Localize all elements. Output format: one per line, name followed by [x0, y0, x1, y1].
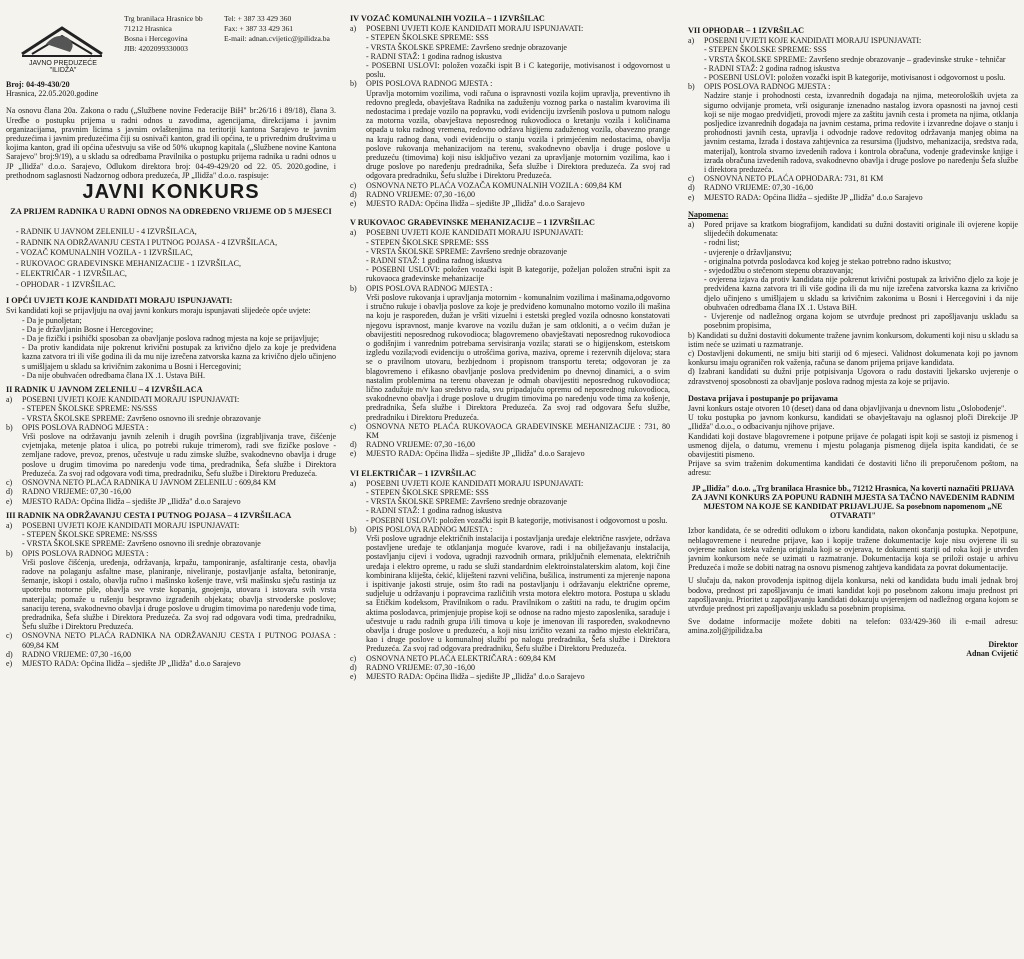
contact-line: Fax: + 387 33 429 361 — [224, 24, 294, 33]
list-item: - RADNIK NA ODRŽAVANJU CESTA I PUTNOG POJASA - 4 IZVRŠILACA, — [16, 237, 278, 247]
salary: OSNOVNA NETO PLAĆA RADNIKA NA ODRŽAVANJU CESTA I PUTNOG POJASA : 609,84 KM — [22, 631, 336, 650]
list-item: - RADNIK U JAVNOM ZELENILU - 4 IZVRŠILACA, — [16, 227, 197, 237]
signature-name: Adnan Cvijetić — [966, 648, 1018, 658]
work-location: MJESTO RADA: Općina Ilidža – sjedište JP „Ilidža" d.o.o Sarajevo — [22, 496, 241, 506]
working-hours: RADNO VRIJEME: 07,30 -16,00 — [22, 649, 131, 659]
special-conditions-label: POSEBNI UVJETI KOJE KANDIDATI MORAJU ISPUNJAVATI: — [22, 395, 240, 405]
logo-label: JAVNO PREDUZEĆE "ILIDŽA" — [29, 60, 97, 74]
condition-item: - VRSTA ŠKOLSKE SPREME: Završeno osnovno ili srednje obrazovanje — [22, 539, 261, 549]
list-item: - Da je punoljetan; — [22, 315, 82, 325]
document-date: Hrasnica, 22.05.2020.godine — [6, 89, 99, 99]
item-label: a) — [688, 220, 695, 230]
column-middle — [350, 14, 670, 681]
section-elektricar: VI ELEKTRIČAR – 1 IZVRŠILAC a) POSEBNI UVJETI KOJE KANDIDATI MORAJU ISPUNJAVATI: - STEPEN ŠKOLSKE SPREME: SSS - VRSTA ŠKOLSKE SPREME: Završeno srednje obrazovanje - RADNI STAŽ: 1 godina radnog iskustva - POSEBNI USLOVI: položen vozački ispit B kategorije, motivisanost i odgovornost u poslu. b) OPIS POSLOVA RADNOG MJESTA : Vrši poslove ugradnje električnih instalacija i postavljanja uređaje električne rasvjete, održava postavljene uređaje te otklanjanja moguće kvarove, radi i na obilježavanju instalacija, postavljanju cijevi i vodova, ugradnji razvodnih ormara, priključnih elemenata, električnih uređaja i elektro opreme, u radu se služi standardnim elektroinstalaterskim alatom, koji čine kombinirana kliješta, ćekić, kliješteni razvni veličina, bušilica, instrumenti za mjerenje napona i ispitivanje jakosti struje, osim što radi na postavljanju i održavanju električne opreme, sudjeluje u održavanju i popravcima različitih vrsta motora elektro motora. Postupa u skladu sa Etičkim kodeksom, Pravilnikom o radu. Pravilnikom o zaštiti na radu, te drugim općim aktima poslodavca, primjenjuje propise koji se odnose na radno mjesto zaposlenika, saraduje i učestvuje u radu radnih grupa i/ili timova u koje je imenovan ili raspoređen, svakodnevno obavlja i druge poslove u preduzeću, a koji nisu izričito vezani za radno mjesto električara, kao i druge poslove u komunalnoj službi po nalogu predradnika, Šefa službe i Direktora Preduzeća. Za svoj rad odgovara predradniku, Šefu službe i Direktoru Preduzeća. c) OSNOVNA NETO PLAĆA ELEKTRIČARA : 609,84 KM d) RADNO VRIJEME: 07,30 -16,00 e) MJESTO RADA: Općina Ilidža – sjedište JP „Ilidža" d.o.o Sarajevo — [350, 468, 670, 682]
condition-item: - VRSTA ŠKOLSKE SPREME: Završeno srednje obrazovanje — [366, 497, 567, 507]
paragraph: U slučaju da, nakon provođenja ispitnog dijela konkursa, neki od kandidata budu imali jednak broj bodova, prednost pri zapošljavanju će imati kandidat koji po posebnom zakonu imaju prednost pri zapošljavanju. Prioritet u zapošljavanju kandidati dokazuju uvjerenjem od nadležnog organa kojom se utvrđuje prednost pri zapošljavanju usklađu sa posebnim propisima. — [688, 576, 1018, 613]
note-item: c) Dostavljeni dokumenti, ne smiju biti stariji od 6 mjeseci. Validnost dokumenata koji po javnom konkursu imaju ograničen rok važenja, računa se danom prijema prijave kandidata. — [688, 348, 1018, 368]
paragraph: Prijave sa svim traženim dokumentima kandidati će dostaviti lično ili preporučenom poštom, na adresu: — [688, 459, 1018, 478]
column-right — [688, 26, 1018, 658]
notes-heading: Napomena: — [688, 209, 729, 219]
job-description-label: OPIS POSLOVA RADNOG MJESTA : — [366, 524, 493, 534]
submission-heading: Dostava prijava i postupanje po prijavama — [688, 393, 838, 403]
section-radnik-zelenilo: II RADNIK U JAVNOM ZELENILU – 4 IZVRŠILACA a) POSEBNI UVJETI KOJE KANDIDATI MORAJU ISPUNJAVATI: - STEPEN ŠKOLSKE SPREME: NS/SSS - VRSTA ŠKOLSKE SPREME: Završeno osnovno ili srednje obrazovanje b) OPIS POSLOVA RADNOG MJESTA : Vrši poslove na održavanju javnih zelenih i drugih površina (izgrabljivanja trave, čišćenje cvjetnjaka, metenje platoa i ulica, po potrebi rukuje trimerom), radi sve fizičke poslove - zemljane radove, prevoz, prenos, učestvuje u radu zimske službe, svakodnevno obavlja i druge poslove u drugim timovima po naredenju vođe tima, predradnika, Šefa službe i Direktora Preduzeća. Za svoj rad odgovara vođi tima, predradniku, Šefu službe i Direktoru Preduzeća. c) OSNOVNA NETO PLAĆA RADNIKA U JAVNOM ZELENILU : 609,84 KM d) RADNO VRIJEME: 07,30 -16,00 e) MJESTO RADA: Općina Ilidža – sjedište JP „Ilidža" d.o.o Sarajevo — [6, 385, 336, 506]
signature-title: Direktor — [988, 639, 1018, 649]
condition-item: - STEPEN ŠKOLSKE SPREME: NS/SSS — [22, 530, 158, 540]
document-item: - rodni list; — [704, 238, 740, 248]
salary: OSNOVNA NETO PLAĆA ELEKTRIČARA : 609,84 KM — [366, 653, 556, 663]
job-description: Vrši poslove rukovanja i upravljanja motornim - komunalnim vozilima i mašinama,odgovorno i stručno rukuje i obavlja poslove za koje je predviđeno komunalno motorno vozilo ili mašina na koju je raspoređen, dužan je vršiti vizuelni i estetski pregled vozila odnosno konstatovati njegovu ispravnost, manje kvarove na vozilu dužan je sam otkloniti, a o većim dužan je obavijestiti neposrednog rukovodioca; blagovremeno obavještavati neposrednog rukovodioca o godišnjim i vanrednim potrebama servisiranja vozila; starati se o higijenskom, estetskom izgledu vozila;vodi evidenciju o utrošćima goriva, maziva, opreme i rezervnih dijelova; stara se o pravilnom utovaru, bezbjednom i propisnom transportu tereta; odgovoran je za blagovremeno i efikasno obavljanje poslova predviđenim po dnevnoj dinamici, a o svim nastalim problemima na terenu obavezan je odmah obavijestiti neposrednog rukovodioca; lično zadužuje m/v kao sredstvo rada, svu pripadajuću opremu od neposrednog rukovodioca, svakodnevno obavlja i druge poslove u drugim timovima po naređenju vođe tima za košenje, predradnika, Šefa službe i Direktora Preduzeća. Za svoj rad odgovara Šefu službe, predradniku i Direktoru Preduzeća. — [366, 292, 670, 422]
document-item: - Uvjerenje od nadležnog organa kojom se utvrđuje prednost pri zapošljavanju usklađu sa posebnim propisima, — [704, 312, 1018, 331]
job-description: Vrši poslove na održavanju javnih zelenih i drugih površina (izgrabljivanja trave, čišćenje cvjetnjaka, metenje platoa i ulica, po potrebi rukuje trimerom), radi sve fizičke poslove - zemljane radove, prevoz, prenos, učestvuje u radu zimske službe, svakodnevno obavlja i druge poslove u drugim timovima po naredenju vođe tima, predradnika, Šefa službe i Direktora Preduzeća. Za svoj rad odgovara vođi tima, predradniku, Šefu službe i Direktoru Preduzeća. — [22, 432, 336, 478]
working-hours: RADNO VRIJEME: 07,30 -16,00 — [366, 189, 475, 199]
working-hours: RADNO VRIJEME: 07,30 -16,00 — [22, 487, 131, 497]
page-subtitle: ZA PRIJEM RADNIKA U RADNI ODNOS NA ODREĐENO VRIJEME OD 5 MJESECI — [10, 207, 332, 217]
contact-line: Tel: + 387 33 429 360 — [224, 14, 292, 23]
submission-section — [688, 394, 1018, 658]
list-item: - Da je fizički i psihički sposoban za obavljanje poslova radnog mjesta na koje se prijavljuje; — [22, 334, 320, 344]
condition-item: - POSEBNI USLOVI: položen vozački ispit B kategorije, motivisanost i odgovornost u poslu. — [366, 515, 668, 525]
salary: OSNOVNA NETO PLAĆA OPHODARA: 731, 81 KM — [704, 174, 884, 184]
document-item: - svjedodžbu o stečenom stepenu obrazovanja; — [704, 266, 854, 276]
special-conditions-label: POSEBNI UVJETI KOJE KANDIDATI MORAJU ISPUNJAVATI: — [22, 520, 240, 530]
job-description: Nadzire stanje i prohodnosti cesta, izvanrednih događaja na njima, meteoroloških uvjeta za sigurno odvijanje prometa, vrši osiguranje iznenadno nastalog izvora opasnosti na javnoj cesti koji se nije mogao predvidjeti, provodi mjere za zaštitu javnih cesta i prometa na njima, otklanja posljedice izvanrednih događaja na javnim cestama, prima redovite i izvanredne dojave o stanju i prohodnosti javnih cesta, upravlja i odvodnje radove redovitog održavanja manjeg obima na javnim cestama, Izrađa i dostava zahtjevnica za resursima (ljudstvo, mehanizacija, sredstva rada, materijal), kontrola stvarno izvedenih radova i kontrola obračuna, vođenje građevinske knjige i izrada obračuna izvedenih radova, svakodnevno obavlja i druge poslove po naređenju Šefa službe i direktora preduzeća. — [704, 91, 1018, 175]
contact-line: E-mail: adnan.cvijetic@jpilidza.ba — [224, 34, 330, 43]
document-item: - ovjerena izjava da protiv kandidata nije pokrenut krivični postupak za krivično djelo za koje je predviđena kazna zatvora tri ili više godina ili da mu nije izrečena zatvorska kazna za krivično djelo učinjeno s umišljajem u skladu sa krivičnim zakonima u Bosni i Hercegovini i da nije obuhvaćen odredbama člana IX .1. Ustava BiH. — [704, 275, 1018, 312]
job-description: Upravlja motornim vozilima, vodi računa o ispravnosti vozila kojim upravlja, preventivno ih redovno pregleda, obavještava Radnika na zaduženju voznog parka o nastalim kvarovima ili nedostacima i predaje vozilo na popravku, vodi evidenciju izvršenih poslova u putnom nalogu za motorna vozila, obavještava neposrednog rukovodioca o kretanju vozila i količinama otpada u toku radnog vremena, redovno održava higijenu zaduženog vozila, obavezno prange na kraju radnog dana, vodi evidenciju o stanju vozila i primjećenim nedostacima, obavlja poslove rukovanja mehanizacijom na terenu, svakodnevno obavlja i druge poslove u preduzeću (timovima) koji nisu isključivo vezani za upravljanje motornim vozilima, kao i druge poslove po naređenju predradnika, Šefa službe i Direktora preduzeća. Za svoj rad odgovara predradniku, Šefu službe i Direktoru Preduzeća. — [366, 88, 670, 181]
work-location: MJESTO RADA: Općina Ilidža – sjedište JP „Ilidža" d.o.o Sarajevo — [22, 658, 241, 668]
list-item: - Da nije obuhvaćen odredbama člana IX .1. Ustava BiH. — [22, 370, 206, 380]
special-conditions-label: POSEBNI UVJETI KOJE KANDIDATI MORAJU ISPUNJAVATI: — [366, 228, 584, 238]
list-item: - ELEKTRIČAR - 1 IZVRŠILAC, — [16, 269, 127, 279]
section-rukovaoc: V RUKOVAOC GRAĐEVINSKE MEHANIZACIJE – 1 IZVRŠILAC a) POSEBNI UVJETI KOJE KANDIDATI MORAJU ISPUNJAVATI: - STEPEN ŠKOLSKE SPREME: SSS - VRSTA ŠKOLSKE SPREME: Završeno srednje obrazovanje - RADNI STAŽ: 1 godina radnog iskustva - POSEBNI USLOVI: položen vozački ispit B kategorije, poželjan položen stručni ispit za rukovaoca građevinske mehanizacije b) OPIS POSLOVA RADNOG MJESTA : Vrši poslove rukovanja i upravljanja motornim - komunalnim vozilima i mašinama,odgovorno i stručno rukuje i obavlja poslove za koje je predviđeno komunalno motorno vozilo ili mašina na koju je raspoređen, dužan je vršiti vizuelni i estetski pregled vozila odnosno konstatovati njegovu ispravnost, manje kvarove na vozilu dužan je sam otkloniti, a o većim dužan je obavijestiti neposrednog rukovodioca; blagovremeno obavještavati neposrednog rukovodioca o godišnjim i vanrednim potrebama servisiranja vozila; starati se o higijenskom, estetskom izgledu vozila;vodi evidenciju o utrošćima goriva, maziva, opreme i rezervnih dijelova; stara se o pravilnom utovaru, bezbjednom i propisnom transportu tereta; odgovoran je za blagovremeno i efikasno obavljanje poslova predviđenim po dnevnoj dinamici, a o svim nastalim problemima na terenu obavezan je odmah obavijestiti neposrednog rukovodioca; lično zadužuje m/v kao sredstvo rada, svu pripadajuću opremu od neposrednog rukovodioca, svakodnevno obavlja i druge poslove u drugim timovima po naređenju vođe tima za košenje, predradnika, Šefa službe i Direktora Preduzeća. Za svoj rad odgovara Šefu službe, predradniku i Direktoru Preduzeća. c) OSNOVNA NETO PLAĆA RUKOVAOCA GRAĐEVINSKE MEHANIZACIJE : 731, 80 KM d) RADNO VRIJEME: 07,30 -16,00 e) MJESTO RADA: Općina Ilidža – sjedište JP „Ilidža" d.o.o Sarajevo — [350, 218, 670, 459]
condition-item: - POSEBNI USLOVI: položen vozački ispit B kategorije, motivisanost i odgovornost u poslu. — [704, 73, 1006, 83]
job-description: Vrši poslove ugradnje električnih instalacija i postavljanja uređaje električne rasvjete, održava postavljene uređaje te otklanjanja moguće kvarove, radi i na obilježavanju instalacija, postavljanju cijevi i vodova, ugradnji razvodnih ormara, priključnih elemenata, električnih uređaja i elektro opreme, u radu se služi standardnim elektroinstalaterskim alatom, koji čine kombinirana kliješta, ćekić, kliješteni razvni veličina, bušilica, instrumenti za mjerenje napona i ispitivanje jakosti struje, osim što radi na postavljanju i održavanju električne opreme, sudjeluje u održavanju i popravcima različitih vrsta motora elektro motora. Postupa u skladu sa Etičkim kodeksom, Pravilnikom o radu. Pravilnikom o zaštiti na radu, te drugim općim aktima poslodavca, primjenjuje propise koji se odnose na radno mjesto zaposlenika, saraduje i učestvuje u radu radnih grupa i/ili timova u koje je imenovan ili raspoređen, svakodnevno obavlja i druge poslove u preduzeću, a koji nisu izričito vezani za radno mjesto električara, kao i druge poslove u komunalnoj službi po nalogu predradnika, Šefa službe i Direktora Preduzeća. Za svoj rad odgovara predradniku, Šefu službe i Direktoru Preduzeća. — [366, 533, 670, 654]
condition-item: - RADNI STAŽ: 1 godina radnog iskustva — [366, 51, 502, 61]
work-location: MJESTO RADA: Općina Ilidža – sjedište JP „Ilidža" d.o.o Sarajevo — [366, 672, 585, 682]
job-description-label: OPIS POSLOVA RADNOG MJESTA : — [22, 548, 149, 558]
paragraph: U toku postupka po javnom konkursu, kandidati se obavještavaju na oglasnoj ploči Direkcije JP „Ilidža" d.o.o., o odbacivanju njihove prijave. — [688, 413, 1018, 432]
list-item: - OPHODAR - 1 IZVRŠILAC. — [16, 279, 116, 289]
working-hours: RADNO VRIJEME: 07,30 -16,00 — [704, 183, 813, 193]
special-conditions-label: POSEBNI UVJETI KOJE KANDIDATI MORAJU ISPUNJAVATI: — [366, 478, 584, 488]
job-description: Vrši poslove čišćenja, uređenja, održavanja, krpažu, tamponiranje, asfaltiranje cesta, obavlja radove na polaganju asfaltne mase, planiranje, niveliranje, postavljanje asfalta, betoniranje, šemanje, iskopi i ostalo, obavlja ručno i mašinsko košenje trave, vrši mašinsku sječu rastinja uz upotrebu motorne pile, obavlja sve vrste kopanja, gnojenja, utovara i istovara svih vrsta materijala; pomaže u rušenju bespravno izgrađenih objekata; obavlja strvoderske poslove; sanaciju terena, svakodnevno obavlja i druge poslove u drugim timovima po naređenju vođe tima, predradnika, Šefa službe i Direktora Preduzeća. Za svoj rad odgovara vođi tima, predradniku, Šefu službe i Direktoru Preduzeća. — [22, 557, 336, 632]
work-location: MJESTO RADA: Općina Ilidža – sjedište JP „Ilidža" d.o.o Sarajevo — [366, 199, 585, 209]
salary: OSNOVNA NETO PLAĆA RUKOVAOCA GRAĐEVINSKE MEHANIZACIJE : 731, 80 KM — [366, 421, 670, 440]
general-conditions — [6, 316, 336, 380]
condition-item: - POSEBNI USLOVI: položen vozački ispit B i C kategorije, motivisanost i odgovornost u poslu. — [366, 61, 670, 80]
condition-item: - STEPEN ŠKOLSKE SPREME: SSS — [366, 487, 489, 497]
condition-item: - RADNI STAŽ: 2 godina radnog iskustva — [704, 63, 840, 73]
general-intro: Svi kandidati koji se prijavljuju na ovaj javni konkurs moraju ispunjavati slijedeće opće uvjete: — [6, 306, 311, 316]
condition-item: - STEPEN ŠKOLSKE SPREME: SSS — [704, 45, 827, 55]
page-title: JAVNI KONKURS — [82, 181, 260, 204]
section-heading: IV VOZAČ KOMUNALNIH VOZILA – 1 IZVRŠILAC — [350, 14, 545, 23]
positions-list — [16, 227, 336, 290]
condition-item: - VRSTA ŠKOLSKE SPREME: Završeno srednje obrazovanje – građevinske struke - tehničar — [704, 54, 1006, 64]
section-ophodar: VII OPHODAR – 1 IZVRŠILAC a) POSEBNI UVJETI KOJE KANDIDATI MORAJU ISPUNJAVATI: - STEPEN ŠKOLSKE SPREME: SSS - VRSTA ŠKOLSKE SPREME: Završeno srednje obrazovanje – građevinske struke - tehničar - RADNI STAŽ: 2 godina radnog iskustva - POSEBNI USLOVI: položen vozački ispit B kategorije, motivisanost i odgovornost u poslu. b) OPIS POSLOVA RADNOG MJESTA : Nadzire stanje i prohodnosti cesta, izvanrednih događaja na njima, meteoroloških uvjeta za sigurno odvijanje prometa, vrši osiguranje iznenadno nastalog izvora opasnosti na javnoj cesti koji se nije mogao predvidjeti, provodi mjere za zaštitu javnih cesta i prometa na njima, otklanja posljedice izvanrednih događaja na javnim cestama, prima redovite i izvanredne dojave o stanju i prohodnosti javnih cesta, upravlja i odvodnje radove redovitog održavanja manjeg obima na javnim cestama, Izrađa i dostava zahtjevnica za resursima (ljudstvo, mehanizacija, sredstva rada, materijal), kontrola stvarno izvedenih radova i kontrola obračuna, vođenje građevinske knjige i izrada obračuna izvedenih radova, svakodnevno obavlja i druge poslove po naređenju Šefa službe i direktora preduzeća. c) OSNOVNA NETO PLAĆA OPHODARA: 731, 81 KM d) RADNO VRIJEME: 07,30 -16,00 e) MJESTO RADA: Općina Ilidža – sjedište JP „Ilidža" d.o.o Sarajevo — [688, 26, 1018, 202]
special-conditions-label: POSEBNI UVJETI KOJE KANDIDATI MORAJU ISPUNJAVATI: — [704, 36, 922, 46]
section-heading: I OPĆI UVJETI KOJE KANDIDATI MORAJU ISPUNJAVATI: — [6, 296, 233, 306]
notes-section — [688, 210, 1018, 386]
submission-address: JP „Ilidža" d.o.o. „Trg branilaca Hrasnice bb., 71212 Hrasnica, Na koverti naznačiti PRIJAVA ZA JAVNI KONKURS ZA POPUNU RADNIH MJESTA SA TAČNO NAVEDENIM RADNIM MJESTOM NA KOJE SE KANDIDAT PRIJAVLJUJE. Sa posebnom napomenom „NE OTVARATI" — [691, 483, 1015, 521]
column-left — [6, 10, 336, 668]
paragraph: Sve dodatne informacije možete dobiti na telefon: 033/429-360 ili e-mail adresu: amina.zolj@jpilidza.ba — [688, 617, 1018, 636]
intro-paragraph: Na osnovu člana 20a. Zakona o radu („Službene novine Federacije BiH" br:26/16 i 89/18), člana 3. Uredbe o postupku prijema u radni odnos u zavodima, agencijama, direkcijama i javnim organizacijama, pravnim licima s javnim ovlaštenjima na teritoriji kantona Sarajevo te javnim preduzećima i javnim preduzećima čiji su osnivači kanton, grad ili općina, te u privrednim društvima u kojima kanton, grad ili općina učestvuju sa više od 50% ukupnog kapitala („Službene novine Kantona Sarajevo" broj:9/19), a u skladu sa odredbama Pravilnika o postupku prijema radnika u radni odnos u JP „Ilidža" d.o.o. Sarajevo, Odlukom direktora broj: 04-49-429/20 od 22. 05. 2020.godine, i prethodnom saglasnosti Nadzornog odbora preduzeća, JP „Ilidža" d.o.o. raspisuje: — [6, 106, 336, 180]
notes-intro: Pored prijave sa kratkom biografijom, kandidati su dužni dostaviti originale ili ovjerene kopije slijedećih dokumenata: — [704, 220, 1018, 239]
company-address — [124, 14, 203, 54]
section-heading: II RADNIK U JAVNOM ZELENILU – 4 IZVRŠILACA — [6, 385, 203, 395]
job-description-label: OPIS POSLOVA RADNOG MJESTA : — [22, 422, 149, 432]
section-heading: VII OPHODAR – 1 IZVRŠILAC — [688, 26, 805, 35]
document-item: - uvjerenje o državljanstvu; — [704, 247, 792, 257]
working-hours: RADNO VRIJEME: 07,30 -16,00 — [366, 440, 475, 450]
condition-item: - STEPEN ŠKOLSKE SPREME: SSS — [366, 237, 489, 247]
job-description-label: OPIS POSLOVA RADNOG MJESTA : — [366, 79, 493, 89]
salary: OSNOVNA NETO PLAĆA VOZAČA KOMUNALNIH VOZILA : 609,84 KM — [366, 180, 622, 190]
special-conditions-label: POSEBNI UVJETI KOJE KANDIDATI MORAJU ISPUNJAVATI: — [366, 24, 584, 34]
list-item: - VOZAČ KOMUNALNIH VOZILA - 1 IZVRŠILAC, — [16, 248, 193, 258]
section-heading: III RADNIK NA ODRŽAVANJU CESTA I PUTNOG POJASA – 4 IZVRŠILACA — [6, 510, 292, 520]
condition-item: - STEPEN ŠKOLSKE SPREME: SSS — [366, 33, 489, 43]
job-description-label: OPIS POSLOVA RADNOG MJESTA : — [366, 283, 493, 293]
address-line: JIB: 4202099330003 — [124, 44, 188, 53]
condition-item: - VRSTA ŠKOLSKE SPREME: Završeno srednje obrazovanje — [366, 246, 567, 256]
condition-item: - VRSTA ŠKOLSKE SPREME: Završeno osnovno ili srednje obrazovanje — [22, 413, 261, 423]
paragraph: Izbor kandidata, će se odrediti odlukom o izboru kandidata, nakon okončanja postupka. Nepotpune, neblagovremene i neuredne prijave, kao i kopije tražene dokumentacije koje nisu ovjerene ili su ovjerene nakon isteka važenja originala koji se ovjerava, te dokumenti stariji od roka koji je utvrđen javnim konkursom neće se uzimati u razmatranje. Dokumentacija koja se priloži ostaje u arhivu Preduzeća i može se dobiti natrag na osnovu pismenog zahtjeva kandidata za povrat dokumentacije. — [688, 526, 1018, 573]
section-vozac: IV VOZAČ KOMUNALNIH VOZILA – 1 IZVRŠILAC a) POSEBNI UVJETI KOJE KANDIDATI MORAJU ISPUNJAVATI: - STEPEN ŠKOLSKE SPREME: SSS - VRSTA ŠKOLSKE SPREME: Završeno srednje obrazovanje - RADNI STAŽ: 1 godina radnog iskustva - POSEBNI USLOVI: položen vozački ispit B i C kategorije, motivisanost i odgovornost u poslu. b) OPIS POSLOVA RADNOG MJESTA : Upravlja motornim vozilima, vodi računa o ispravnosti vozila kojim upravlja, preventivno ih redovno pregleda, obavještava Radnika na zaduženju voznog parka o nastalim kvarovima ili nedostacima i predaje vozilo na popravku, vodi evidenciju izvršenih poslova u putnom nalogu za motorna vozila, obavještava neposrednog rukovodioca o kretanju vozila i količinama otpada u toku radnog vremena, redovno održava higijenu zaduženog vozila, obavezno prange na kraju radnog dana, vodi evidenciju o stanju vozila i primjećenim nedostacima, obavlja poslove rukovanja mehanizacijom na terenu, svakodnevno obavlja i druge poslove u preduzeću (timovima) koji nisu isključivo vezani za upravljanje motornim vozilima, kao i druge poslove po naređenju predradnika, Šefa službe i Direktora preduzeća. Za svoj rad odgovara predradniku, Šefu službe i Direktoru Preduzeća. c) OSNOVNA NETO PLAĆA VOZAČA KOMUNALNIH VOZILA : 609,84 KM d) RADNO VRIJEME: 07,30 -16,00 e) MJESTO RADA: Općina Ilidža – sjedište JP „Ilidža" d.o.o Sarajevo — [350, 14, 670, 209]
list-item: - RUKOVAOC GRAĐEVINSKE MEHANIZACIJE - 1 IZVRŠILAC, — [16, 258, 241, 268]
job-description-label: OPIS POSLOVA RADNOG MJESTA : — [704, 82, 831, 92]
condition-item: - STEPEN ŠKOLSKE SPREME: NS/SSS — [22, 404, 158, 414]
company-contact — [224, 14, 330, 44]
section-heading: VI ELEKTRIČAR – 1 IZVRŠILAC — [350, 468, 477, 478]
work-location: MJESTO RADA: Općina Ilidža – sjedište JP „Ilidža" d.o.o Sarajevo — [704, 192, 923, 202]
condition-item: - RADNI STAŽ: 1 godina radnog iskustva — [366, 256, 502, 266]
note-item: b) Kandidati su dužni dostaviti dokumente tražene javnim konkursom, dokumenti koji nisu u skladu sa istim neće se uzimati u razmatranje. — [688, 330, 1018, 349]
salary: OSNOVNA NETO PLAĆA RADNIKA U JAVNOM ZELENILU : 609,84 KM — [22, 478, 276, 488]
paragraph: Javni konkurs ostaje otvoren 10 (deset) dana od dana objavljivanja u dnevnom listu „Oslobođenje". — [688, 403, 1007, 413]
list-item: - Da protiv kandidata nije pokrenut krivični postupak za krivično djelo za koje je predviđena kazna zatvora tri ili više godina ili da mu nije izrečena zatvorska kazna za krivično djelo učinjeno s umišljajem u skladu sa krivičnim zakonima u Bosni i Hercegovini; — [22, 343, 336, 371]
section-heading: V RUKOVAOC GRAĐEVINSKE MEHANIZACIJE – 1 IZVRŠILAC — [350, 218, 595, 228]
work-location: MJESTO RADA: Općina Ilidža – sjedište JP „Ilidža" d.o.o Sarajevo — [366, 449, 585, 459]
address-line: Bosna i Hercegovina — [124, 34, 188, 43]
condition-item: - VRSTA ŠKOLSKE SPREME: Završeno srednje obrazovanje — [366, 42, 567, 52]
address-line: Trg branilaca Hrasnice bb — [124, 14, 203, 23]
document-item: - originalna potvrda poslodavca kod kojeg je stekao potrebno radno iskustvo; — [704, 256, 952, 266]
letterhead — [6, 10, 336, 76]
section-radnik-ceste: III RADNIK NA ODRŽAVANJU CESTA I PUTNOG POJASA – 4 IZVRŠILACA a) POSEBNI UVJETI KOJE KANDIDATI MORAJU ISPUNJAVATI: - STEPEN ŠKOLSKE SPREME: NS/SSS - VRSTA ŠKOLSKE SPREME: Završeno osnovno ili srednje obrazovanje b) OPIS POSLOVA RADNOG MJESTA : Vrši poslove čišćenja, uređenja, održavanja, krpažu, tamponiranje, asfaltiranje cesta, obavlja radove na polaganju asfaltne mase, planiranje, niveliranje, postavljanje asfalta, betoniranje, šemanje, iskopi i ostalo, obavlja ručno i mašinsko košenje trave, vrši mašinsku sječu rastinja uz upotrebu motorne pile, obavlja sve vrste kopanja, gnojenja, utovara i istovara svih vrsta materijala; pomaže u rušenju bespravno izgrađenih objekata; obavlja strvoderske poslove; sanaciju terena, svakodnevno obavlja i druge poslove u drugim timovima po naređenju vođe tima, predradnika, Šefa službe i Direktora Preduzeća. Za svoj rad odgovara vođi tima, predradniku, Šefu službe i Direktoru Preduzeća. c) OSNOVNA NETO PLAĆA RADNIKA NA ODRŽAVANJU CESTA I PUTNOG POJASA : 609,84 KM d) RADNO VRIJEME: 07,30 -16,00 e) MJESTO RADA: Općina Ilidža – sjedište JP „Ilidža" d.o.o Sarajevo — [6, 510, 336, 668]
note-item: d) Izabrani kandidati su dužni prije potpisivanja Ugovora o radu dostaviti ljekarsko uvjerenje o zdravstvenoj sposobnosti za obavljanje poslova radnog mjesta za koje se prijavio. — [688, 367, 1018, 386]
list-item: - Da je državljanin Bosne i Hercegovine; — [22, 324, 154, 334]
document-number: Broj: 04-49-430/20 — [6, 80, 70, 89]
condition-item: - RADNI STAŽ: 1 godina radnog iskustva — [366, 506, 502, 516]
address-line: 71212 Hrasnica — [124, 24, 172, 33]
working-hours: RADNO VRIJEME: 07,30 -16,00 — [366, 662, 475, 672]
condition-item: - POSEBNI USLOVI: položen vozački ispit B kategorije, poželjan položen stručni ispit za rukovaoca građevinske mehanizacije — [366, 265, 670, 284]
paragraph: Kandidati koji dostave blagovremene i potpune prijave će polagati ispit koji se sastoji iz pismenog i usmenog dijela, o datumu, vremenu i mjestu polaganja pismenog dijela ispita kandidati, će se obavijestiti pismeno. — [688, 431, 1018, 459]
